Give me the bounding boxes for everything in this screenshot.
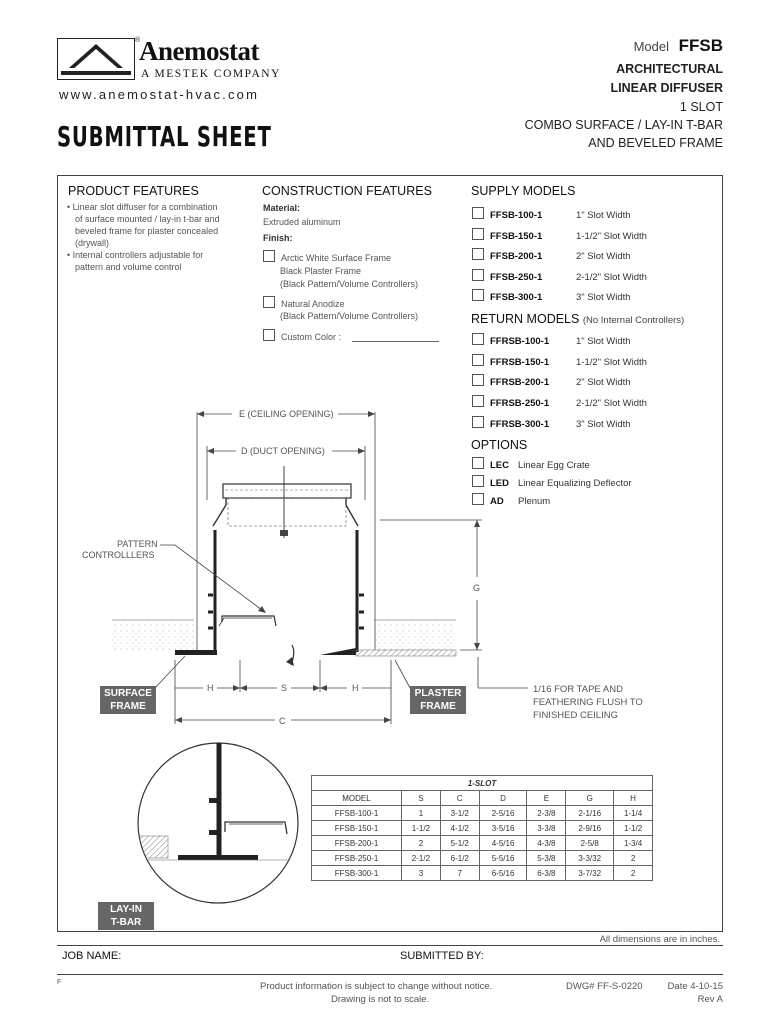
table-cell: 1 <box>402 806 441 821</box>
job-name-field[interactable]: JOB NAME: <box>62 950 122 962</box>
table-cell: 1-1/2 <box>402 821 441 836</box>
supply-checkbox[interactable] <box>472 269 484 281</box>
model-code: FFSB <box>678 36 723 55</box>
table-header: D <box>479 791 527 806</box>
table-cell: 1-3/4 <box>614 836 653 851</box>
footer-notice-1: Product information is subject to change without notice. <box>260 981 493 992</box>
return-checkbox[interactable] <box>472 354 484 366</box>
supply-model: FFSB-150-1 <box>490 231 543 242</box>
finish-white-label: Arctic White Surface Frame <box>281 253 392 263</box>
option-code: LEC <box>490 460 509 471</box>
table-cell: 5-1/2 <box>440 836 479 851</box>
logo <box>57 38 135 80</box>
h-right-label: H <box>352 683 359 693</box>
supply-checkbox[interactable] <box>472 207 484 219</box>
lay-in-line-1: LAY-IN <box>110 904 142 915</box>
registered-mark: ® <box>135 37 141 44</box>
surface-frame-line-2: FRAME <box>110 701 146 712</box>
table-header: H <box>614 791 653 806</box>
footer-f: F <box>57 979 62 986</box>
dimensions-note: All dimensions are in inches. <box>599 934 720 945</box>
table-cell: FFSB-100-1 <box>312 806 402 821</box>
product-line-1: ARCHITECTURAL <box>616 62 723 76</box>
table-cell: 5-5/16 <box>479 851 527 866</box>
supply-checkbox[interactable] <box>472 228 484 240</box>
table-header: E <box>527 791 566 806</box>
table-header: G <box>566 791 614 806</box>
model-line <box>634 36 723 56</box>
return-model: FFRSB-200-1 <box>490 377 550 388</box>
tape-note-2: FEATHERING FLUSH TO <box>533 697 643 708</box>
table-cell: 3-3/8 <box>527 821 566 836</box>
supply-desc: 1" Slot Width <box>576 210 631 221</box>
option-desc: Linear Egg Crate <box>518 460 590 471</box>
tape-note-3: FINISHED CEILING <box>533 710 618 721</box>
table-cell: 6-3/8 <box>527 866 566 881</box>
surface-frame-line-1: SURFACE <box>104 688 152 699</box>
plaster-frame-line-2: FRAME <box>420 701 456 712</box>
table-row <box>312 851 653 866</box>
table-cell: FFSB-300-1 <box>312 866 402 881</box>
product-line-2: LINEAR DIFFUSER <box>610 81 723 95</box>
supply-row[interactable] <box>472 207 631 221</box>
table-cell: 4-1/2 <box>440 821 479 836</box>
table-cell: FFSB-250-1 <box>312 851 402 866</box>
h-left-label: H <box>207 683 214 693</box>
lay-in-line-2: T-BAR <box>110 917 142 928</box>
finish-custom-checkbox[interactable] <box>263 329 275 341</box>
table-cell: 6-5/16 <box>479 866 527 881</box>
anemostat-logo-icon <box>57 38 135 80</box>
supply-row[interactable] <box>472 228 647 242</box>
finish-white-checkbox[interactable] <box>263 250 275 262</box>
supply-desc: 2" Slot Width <box>576 251 631 262</box>
option-desc: Linear Equalizing Deflector <box>518 478 632 489</box>
return-heading-note: (No Internal Controllers) <box>582 315 685 326</box>
supply-desc: 1-1/2" Slot Width <box>576 231 647 242</box>
table-cell: 4-3/8 <box>527 836 566 851</box>
return-checkbox[interactable] <box>472 333 484 345</box>
finish-option-white[interactable] <box>263 250 391 264</box>
option-desc: Plenum <box>518 496 551 507</box>
table-cell: 2-3/8 <box>527 806 566 821</box>
supply-desc: 2-1/2" Slot Width <box>576 272 647 283</box>
plaster-frame-tag <box>410 686 466 714</box>
supply-models-heading: SUPPLY MODELS <box>471 184 576 198</box>
return-model: FFRSB-250-1 <box>490 398 550 409</box>
return-row[interactable] <box>472 374 631 388</box>
surface-frame-tag <box>100 686 156 714</box>
table-cell: 2-1/16 <box>566 806 614 821</box>
table-cell: 5-3/8 <box>527 851 566 866</box>
footer-notice-2: Drawing is not to scale. <box>331 994 430 1005</box>
table-caption-row <box>312 776 653 791</box>
table-cell: 2-1/2 <box>402 851 441 866</box>
finish-label: Finish: <box>263 233 293 243</box>
finish-option-custom[interactable] <box>263 329 341 343</box>
table-cell: 3 <box>402 866 441 881</box>
e-dimension-label: E (CEILING OPENING) <box>239 409 334 419</box>
supply-row[interactable] <box>472 248 631 262</box>
table-cell: 3-5/16 <box>479 821 527 836</box>
material-label: Material: <box>263 203 301 213</box>
finish-anodize-line-2: (Black Pattern/Volume Controllers) <box>280 311 419 321</box>
option-code: AD <box>490 496 504 507</box>
material-value: Extruded aluminum <box>263 217 341 227</box>
supply-model: FFSB-200-1 <box>490 251 543 262</box>
footer-date: Date 4-10-15 <box>667 981 723 992</box>
supply-row[interactable] <box>472 269 647 283</box>
feature-line: pattern and volume control <box>75 262 182 272</box>
table-cell: FFSB-200-1 <box>312 836 402 851</box>
supply-checkbox[interactable] <box>472 289 484 301</box>
return-model: FFRSB-300-1 <box>490 419 550 430</box>
table-cell: FFSB-150-1 <box>312 821 402 836</box>
plaster-frame-line-1: PLASTER <box>414 688 462 699</box>
return-desc: 2" Slot Width <box>576 377 631 388</box>
return-desc: 1-1/2" Slot Width <box>576 357 647 368</box>
return-desc: 2-1/2" Slot Width <box>576 398 647 409</box>
table-cell: 2-5/16 <box>479 806 527 821</box>
table-row <box>312 836 653 851</box>
finish-anodize-checkbox[interactable] <box>263 296 275 308</box>
job-submit-bar <box>57 945 723 975</box>
table-cell: 4-5/16 <box>479 836 527 851</box>
table-cell: 1-1/2 <box>614 821 653 836</box>
supply-model: FFSB-250-1 <box>490 272 543 283</box>
return-row[interactable] <box>472 354 647 368</box>
supply-row[interactable] <box>472 289 631 303</box>
table-cell: 1-1/4 <box>614 806 653 821</box>
desc-line-1: 1 SLOT <box>679 100 723 114</box>
desc-line-3: AND BEVELED FRAME <box>588 136 723 150</box>
footer-rev: Rev A <box>697 994 723 1005</box>
t-bar-detail-drawing <box>130 740 330 905</box>
return-desc: 1" Slot Width <box>576 336 631 347</box>
s-label: S <box>281 683 288 693</box>
d-dimension-label: D (DUCT OPENING) <box>241 446 325 456</box>
finish-white-line-3: (Black Pattern/Volume Controllers) <box>280 279 419 289</box>
options-heading: OPTIONS <box>471 438 528 452</box>
c-label: C <box>279 716 286 726</box>
finish-anodize-label: Natural Anodize <box>281 299 345 309</box>
product-features-heading: PRODUCT FEATURES <box>68 184 199 198</box>
submitted-by-field[interactable]: SUBMITTED BY: <box>400 950 484 962</box>
lay-in-t-bar-tag <box>98 902 154 930</box>
table-cell: 2 <box>614 866 653 881</box>
supply-checkbox[interactable] <box>472 248 484 260</box>
table-header: S <box>402 791 441 806</box>
brand-name: Anemostat <box>139 36 259 66</box>
table-cell: 3-1/2 <box>440 806 479 821</box>
feature-line: • Linear slot diffuser for a combination <box>67 202 218 212</box>
feature-line: beveled frame for plaster concealed <box>75 226 219 236</box>
table-cell: 7 <box>440 866 479 881</box>
supply-model: FFSB-300-1 <box>490 292 543 303</box>
return-model: FFRSB-150-1 <box>490 357 550 368</box>
return-model: FFRSB-100-1 <box>490 336 550 347</box>
custom-color-field[interactable] <box>352 341 439 342</box>
pattern-controllers-label-1: PATTERN <box>117 539 158 549</box>
supply-desc: 3" Slot Width <box>576 292 631 303</box>
table-row <box>312 806 653 821</box>
return-row[interactable] <box>472 333 631 347</box>
table-row <box>312 821 653 836</box>
return-models-heading <box>471 312 684 326</box>
supply-model: FFSB-100-1 <box>490 210 543 221</box>
table-cell: 6-1/2 <box>440 851 479 866</box>
table-cell: 2 <box>402 836 441 851</box>
g-dimension-label: G <box>473 583 481 593</box>
tape-note-1: 1/16 FOR TAPE AND <box>533 684 623 695</box>
product-features-list <box>67 201 220 273</box>
sheet-title: SUBMITTAL SHEET <box>57 120 272 153</box>
model-label: Model <box>633 39 669 54</box>
table-cell: 2 <box>614 851 653 866</box>
table-row <box>312 866 653 881</box>
feature-line: of surface mounted / lay-in t-bar and <box>75 214 220 224</box>
table-header: MODEL <box>312 791 402 806</box>
table-cell: 2-9/16 <box>566 821 614 836</box>
return-heading-text: RETURN MODELS <box>471 312 580 326</box>
table-header: C <box>440 791 479 806</box>
return-desc: 3" Slot Width <box>576 419 631 430</box>
table-caption: 1-SLOT <box>312 776 653 791</box>
return-checkbox[interactable] <box>472 374 484 386</box>
table-cell: 2-5/8 <box>566 836 614 851</box>
desc-line-2: COMBO SURFACE / LAY-IN T-BAR <box>524 118 723 132</box>
pattern-controllers-label-2: CONTROLLLERS <box>82 550 155 560</box>
footer-dwg: DWG# FF-S-0220 <box>566 981 643 992</box>
company-name: A MESTEK COMPANY <box>141 68 281 80</box>
finish-option-anodize[interactable] <box>263 296 345 310</box>
finish-white-line-2: Black Plaster Frame <box>280 266 362 276</box>
construction-heading: CONSTRUCTION FEATURES <box>262 184 432 198</box>
finish-custom-label: Custom Color : <box>281 332 342 342</box>
table-header-row <box>312 791 653 806</box>
dimensions-table <box>311 775 653 881</box>
option-code: LED <box>490 478 509 489</box>
feature-line: (drywall) <box>75 238 110 248</box>
website[interactable]: www.anemostat-hvac.com <box>59 87 260 102</box>
feature-line: • Internal controllers adjustable for <box>67 250 204 260</box>
table-cell: 3-7/32 <box>566 866 614 881</box>
table-cell: 3-3/32 <box>566 851 614 866</box>
